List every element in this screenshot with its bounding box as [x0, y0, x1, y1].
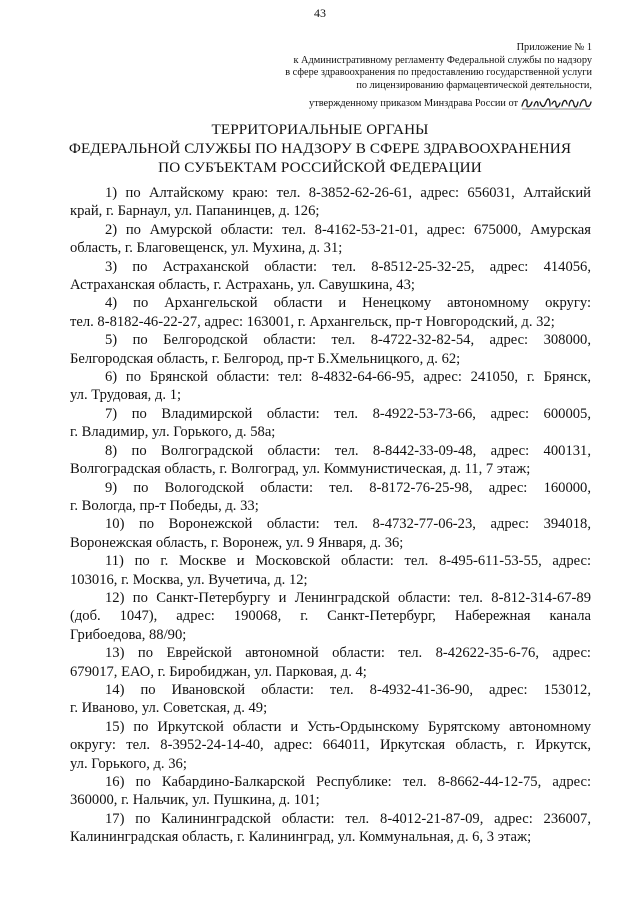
list-item-line: 5) по Белгородской области: тел. 8-4722-32-82-54, адрес: 308000,	[105, 332, 591, 349]
list-item-line: 11) по г. Москве и Московской области: тел. 8-495-611-53-55, адрес:	[105, 553, 591, 570]
list-item-line: 13) по Еврейской автономной области: тел. 8-42622-35-6-76, адрес:	[105, 645, 591, 662]
list-item	[70, 479, 591, 516]
list-item-line: г. Вологда, пр-т Победы, д. 33;	[70, 497, 259, 514]
list-item-line: Воронежская область, г. Воронеж, ул. 9 Января, д. 36;	[70, 534, 404, 551]
list-item-line: г. Иваново, ул. Советская, д. 49;	[70, 700, 268, 717]
list-item-line: край, г. Барнаул, ул. Папанинцев, д. 126;	[70, 203, 320, 220]
list-item-line: Грибоедова, 88/90;	[70, 626, 187, 643]
handwritten-date-signature	[520, 94, 592, 112]
list-item-line: 2) по Амурской области: тел. 8-4162-53-21-01, адрес: 675000, Амурская	[105, 221, 591, 238]
list-item-line: Калининградская область, г. Калининград, ул. Коммунальная, д. 6, 3 этаж;	[70, 829, 532, 846]
list-item	[70, 552, 591, 589]
list-item	[70, 331, 591, 368]
list-item-line: (доб. 1047), адрес: 190068, г. Санкт-Петербург, Набережная канала	[70, 608, 591, 625]
list-item-line: 7) по Владимирской области: тел. 8-4922-53-73-66, адрес: 600005,	[105, 405, 591, 422]
list-item	[70, 442, 591, 479]
list-item-line: 679017, ЕАО, г. Биробиджан, ул. Парковая, д. 4;	[70, 663, 367, 680]
title-line: ФЕДЕРАЛЬНОЙ СЛУЖБЫ ПО НАДЗОРУ В СФЕРЕ ЗДРАВООХРАНЕНИЯ	[68, 140, 572, 157]
list-item-line: 15) по Иркутской области и Усть-Ордынскому Бурятскому автономному	[105, 718, 591, 735]
territorial-offices-list	[70, 184, 591, 847]
list-item	[70, 515, 591, 552]
list-item	[70, 644, 591, 681]
list-item-line: ул. Трудовая, д. 1;	[70, 387, 182, 404]
list-item-line: г. Владимир, ул. Горького, д. 58а;	[70, 424, 276, 441]
title-line: ТЕРРИТОРИАЛЬНЫЕ ОРГАНЫ	[211, 121, 429, 138]
list-item-line: 17) по Калининградской области: тел. 8-4012-21-87-09, адрес: 236007,	[105, 810, 591, 827]
list-item-line: 6) по Брянской области: тел: 8-4832-64-66-95, адрес: 241050, г. Брянск,	[105, 369, 591, 386]
list-item-line: 1) по Алтайскому краю: тел. 8-3852-62-26-61, адрес: 656031, Алтайский	[105, 185, 591, 201]
list-item-line: тел. 8-8182-46-22-27, адрес: 163001, г. Архангельск, пр-т Новгородский, д. 32;	[70, 313, 555, 330]
list-item-line: ул. Горького, д. 36;	[70, 755, 187, 772]
appendix-order-line	[212, 92, 592, 110]
appendix-line: по лицензированию фармацевтической деятельности,	[356, 79, 592, 91]
appendix-title: Приложение № 1	[516, 42, 592, 53]
list-item	[70, 718, 591, 773]
list-item-line: 16) по Кабардино-Балкарской Республике: тел. 8-8662-44-12-75, адрес:	[105, 774, 591, 790]
appendix-line: в сфере здравоохранения по предоставлению государственной услуги	[285, 67, 592, 78]
document-title	[0, 120, 640, 177]
list-item-line: Волгоградская область, г. Волгоград, ул. Коммунистическая, д. 11, 7 этаж;	[70, 461, 531, 478]
list-item	[70, 810, 591, 847]
list-item	[70, 773, 591, 810]
list-item-line: 8) по Волгоградской области: тел. 8-8442-33-09-48, адрес: 400131,	[105, 442, 591, 459]
list-item	[70, 589, 591, 644]
list-item-line: 9) по Вологодской области: тел. 8-8172-76-25-98, адрес: 160000,	[105, 479, 591, 496]
list-item	[70, 258, 591, 295]
list-item-line: 103016, г. Москва, ул. Вучетича, д. 12;	[70, 571, 308, 588]
list-item-line: область, г. Благовещенск, ул. Мухина, д. 31;	[70, 240, 343, 257]
appendix-header	[212, 42, 592, 110]
list-item	[70, 221, 591, 258]
appendix-order-prefix: утвержденному приказом Минздрава России от	[309, 97, 518, 109]
list-item	[70, 294, 591, 331]
list-item-line: 10) по Воронежской области: тел. 8-4732-77-06-23, адрес: 394018,	[105, 516, 591, 533]
list-item-line: округу: тел. 8-3952-24-14-40, адрес: 664011, Иркутская область, г. Иркутск,	[70, 737, 591, 754]
list-item	[70, 405, 591, 442]
list-item-line: 14) по Ивановской области: тел. 8-4932-41-36-90, адрес: 153012,	[105, 681, 591, 698]
list-item	[70, 681, 591, 718]
list-item-line: Белгородская область, г. Белгород, пр-т Б.Хмельницкого, д. 62;	[70, 350, 461, 367]
list-item	[70, 368, 591, 405]
list-item-line: 3) по Астраханской области: тел. 8-8512-25-32-25, адрес: 414056,	[105, 258, 591, 275]
title-line: ПО СУБЪЕКТАМ РОССИЙСКОЙ ФЕДЕРАЦИИ	[158, 159, 482, 176]
list-item-line: Астраханская область, г. Астрахань, ул. Савушкина, 43;	[70, 277, 415, 294]
list-item-line: 12) по Санкт-Петербургу и Ленинградской области: тел. 8-812-314-67-89	[105, 589, 591, 606]
appendix-line: к Административному регламенту Федеральной службы по надзору	[293, 54, 592, 66]
page-number: 43	[314, 6, 326, 20]
list-item	[70, 184, 591, 221]
list-item-line: 4) по Архангельской области и Ненецкому автономному округу:	[105, 295, 591, 312]
list-item-line: 360000, г. Нальчик, ул. Пушкина, д. 101;	[70, 792, 320, 809]
